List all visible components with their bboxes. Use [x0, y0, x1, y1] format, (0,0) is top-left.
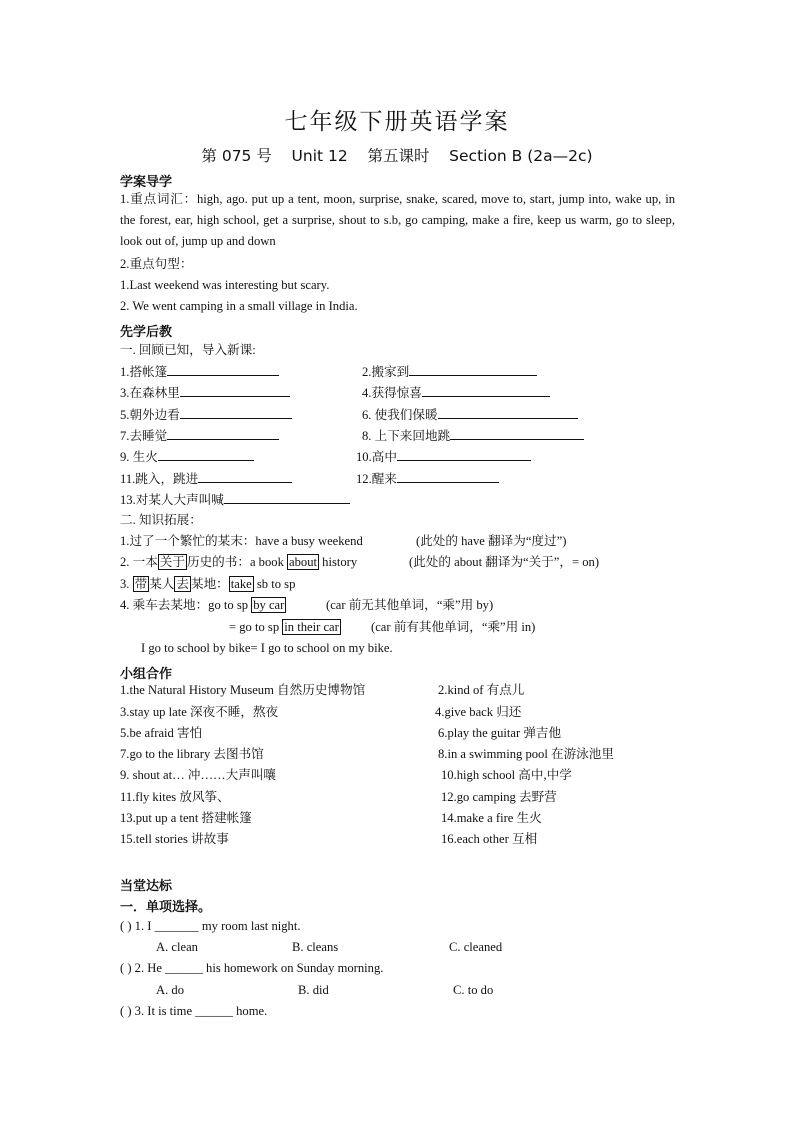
phrase-item: 12.go camping 去野营 [441, 790, 557, 804]
page-title: 七年级下册英语学案 [284, 109, 510, 135]
boxed-word: 去 [176, 577, 189, 591]
answer-blank[interactable] [438, 404, 578, 419]
phrase-item: 9. shout at… 冲……大声叫嚷 [120, 768, 277, 782]
phrase-item: 4.give back 归还 [435, 705, 522, 719]
phrase-item: 10.high school 高中,中学 [441, 768, 572, 782]
knowledge-5-note: (car 前有其他单词，“乘”用 in) [371, 620, 536, 634]
answer-blank[interactable] [397, 468, 499, 483]
boxed-word: in their car [284, 620, 339, 634]
fill-item: 1.搭帐篷 [120, 361, 279, 383]
phrase-item: 3.stay up late 深夜不睡，熬夜 [120, 705, 279, 719]
fill-item: 13.对某人大声叫喊 [120, 489, 350, 511]
answer-blank[interactable] [450, 425, 584, 440]
sentence-1: 1.Last weekend was interesting but scary. [120, 278, 330, 292]
phrase-item: 1.the Natural History Museum 自然历史博物馆 [120, 683, 366, 697]
question-2: ( ) 2. He ______ his homework on Sunday morning. [120, 961, 384, 975]
knowledge-3: 3. 带 某人 去 某地： take sb to sp [120, 577, 296, 591]
option-b[interactable]: B. did [298, 983, 329, 997]
knowledge-4-note: (car 前无其他单词，“乘”用 by) [326, 598, 494, 612]
option-c[interactable]: C. cleaned [449, 940, 503, 954]
boxed-word: about [289, 555, 317, 569]
fill-item: 12.醒来 [356, 468, 499, 490]
fill-item: 7.去睡觉 [120, 425, 279, 447]
section-heading-practice: 当堂达标 [120, 879, 173, 894]
page-subtitle: 第 075 号 Unit 12 第五课时 Section B (2a—2c) [201, 147, 593, 165]
phrase-item: 5.be afraid 害怕 [120, 726, 203, 740]
answer-blank[interactable] [224, 489, 350, 504]
vocab-label: 1.重点词汇： [120, 192, 197, 206]
answer-blank[interactable] [180, 382, 290, 397]
fill-item: 5.朝外边看 [120, 404, 292, 426]
part-heading-choice: 一．单项选择。 [120, 900, 212, 915]
fill-item: 11.跳入，跳进 [120, 468, 292, 490]
knowledge-2: 2. 一本 关于 历史的书：a book about history [120, 555, 358, 569]
boxed-word: 关于 [159, 555, 185, 569]
knowledge-4: 4. 乘车去某地：go to sp by car [120, 598, 285, 612]
section-heading-prestudy: 先学后教 [120, 325, 173, 340]
fill-item: 3.在森林里 [120, 382, 290, 404]
answer-blank[interactable] [409, 361, 537, 376]
fill-item: 10.高中 [356, 446, 531, 468]
sentence-2: 2. We went camping in a small village in India. [120, 299, 358, 313]
vocab-paragraph [120, 189, 675, 252]
fill-item: 6. 使我们保暖 [362, 404, 578, 426]
fill-item: 2.搬家到 [362, 361, 537, 383]
boxed-word: 带 [134, 577, 148, 591]
answer-blank[interactable] [180, 404, 292, 419]
option-b[interactable]: B. cleans [292, 940, 339, 954]
phrase-item: 14.make a fire 生火 [441, 811, 542, 825]
phrase-item: 15.tell stories 讲故事 [120, 832, 229, 846]
knowledge-1-note: (此处的 have 翻译为“度过”) [416, 534, 567, 548]
option-a[interactable]: A. do [156, 983, 184, 997]
fill-item: 8. 上下来回地跳 [362, 425, 584, 447]
option-c[interactable]: C. to do [453, 983, 494, 997]
answer-blank[interactable] [167, 425, 279, 440]
part2-heading: 二. 知识拓展： [120, 513, 202, 527]
knowledge-2-note: (此处的 about 翻译为“关于”，= on) [409, 555, 600, 569]
section-heading-guide: 学案导学 [120, 175, 173, 190]
answer-blank[interactable] [397, 446, 531, 461]
boxed-word: take [230, 577, 252, 591]
vocab-text: high, ago. put up a tent, moon, surprise, snake, scared, move to, start, jump into, wake up, in the forest, ear, high school, get a surprise, shout to s.b, go camping, make a fire, keep us warm, go to sleep, look out of, jump up and down [120, 192, 675, 248]
phrase-item: 2.kind of 有点儿 [438, 683, 525, 697]
section-heading-group: 小组合作 [120, 667, 173, 682]
question-1: ( ) 1. I _______ my room last night. [120, 919, 301, 933]
knowledge-5: = go to sp in their car [229, 620, 339, 634]
phrase-item: 6.play the guitar 弹吉他 [438, 726, 562, 740]
phrase-item: 7.go to the library 去图书馆 [120, 747, 264, 761]
phrase-item: 8.in a swimming pool 在游泳池里 [438, 747, 614, 761]
phrase-item: 11.fly kites 放风筝、 [120, 790, 230, 804]
fill-item: 9. 生火 [120, 446, 254, 468]
question-3: ( ) 3. It is time ______ home. [120, 1004, 268, 1018]
fill-item: 4.获得惊喜 [362, 382, 550, 404]
sentence-label: 2.重点句型： [120, 257, 193, 271]
option-a[interactable]: A. clean [156, 940, 198, 954]
part1-heading: 一. 回顾已知，导入新课: [120, 343, 256, 357]
phrase-item: 13.put up a tent 搭建帐篷 [120, 811, 252, 825]
knowledge-6: I go to school by bike= I go to school on my bike. [141, 641, 393, 655]
answer-blank[interactable] [422, 382, 550, 397]
knowledge-1: 1.过了一个繁忙的某末：have a busy weekend [120, 534, 363, 548]
phrase-item: 16.each other 互相 [441, 832, 538, 846]
boxed-word: by car [253, 598, 285, 612]
answer-blank[interactable] [158, 446, 254, 461]
answer-blank[interactable] [167, 361, 279, 376]
answer-blank[interactable] [198, 468, 292, 483]
